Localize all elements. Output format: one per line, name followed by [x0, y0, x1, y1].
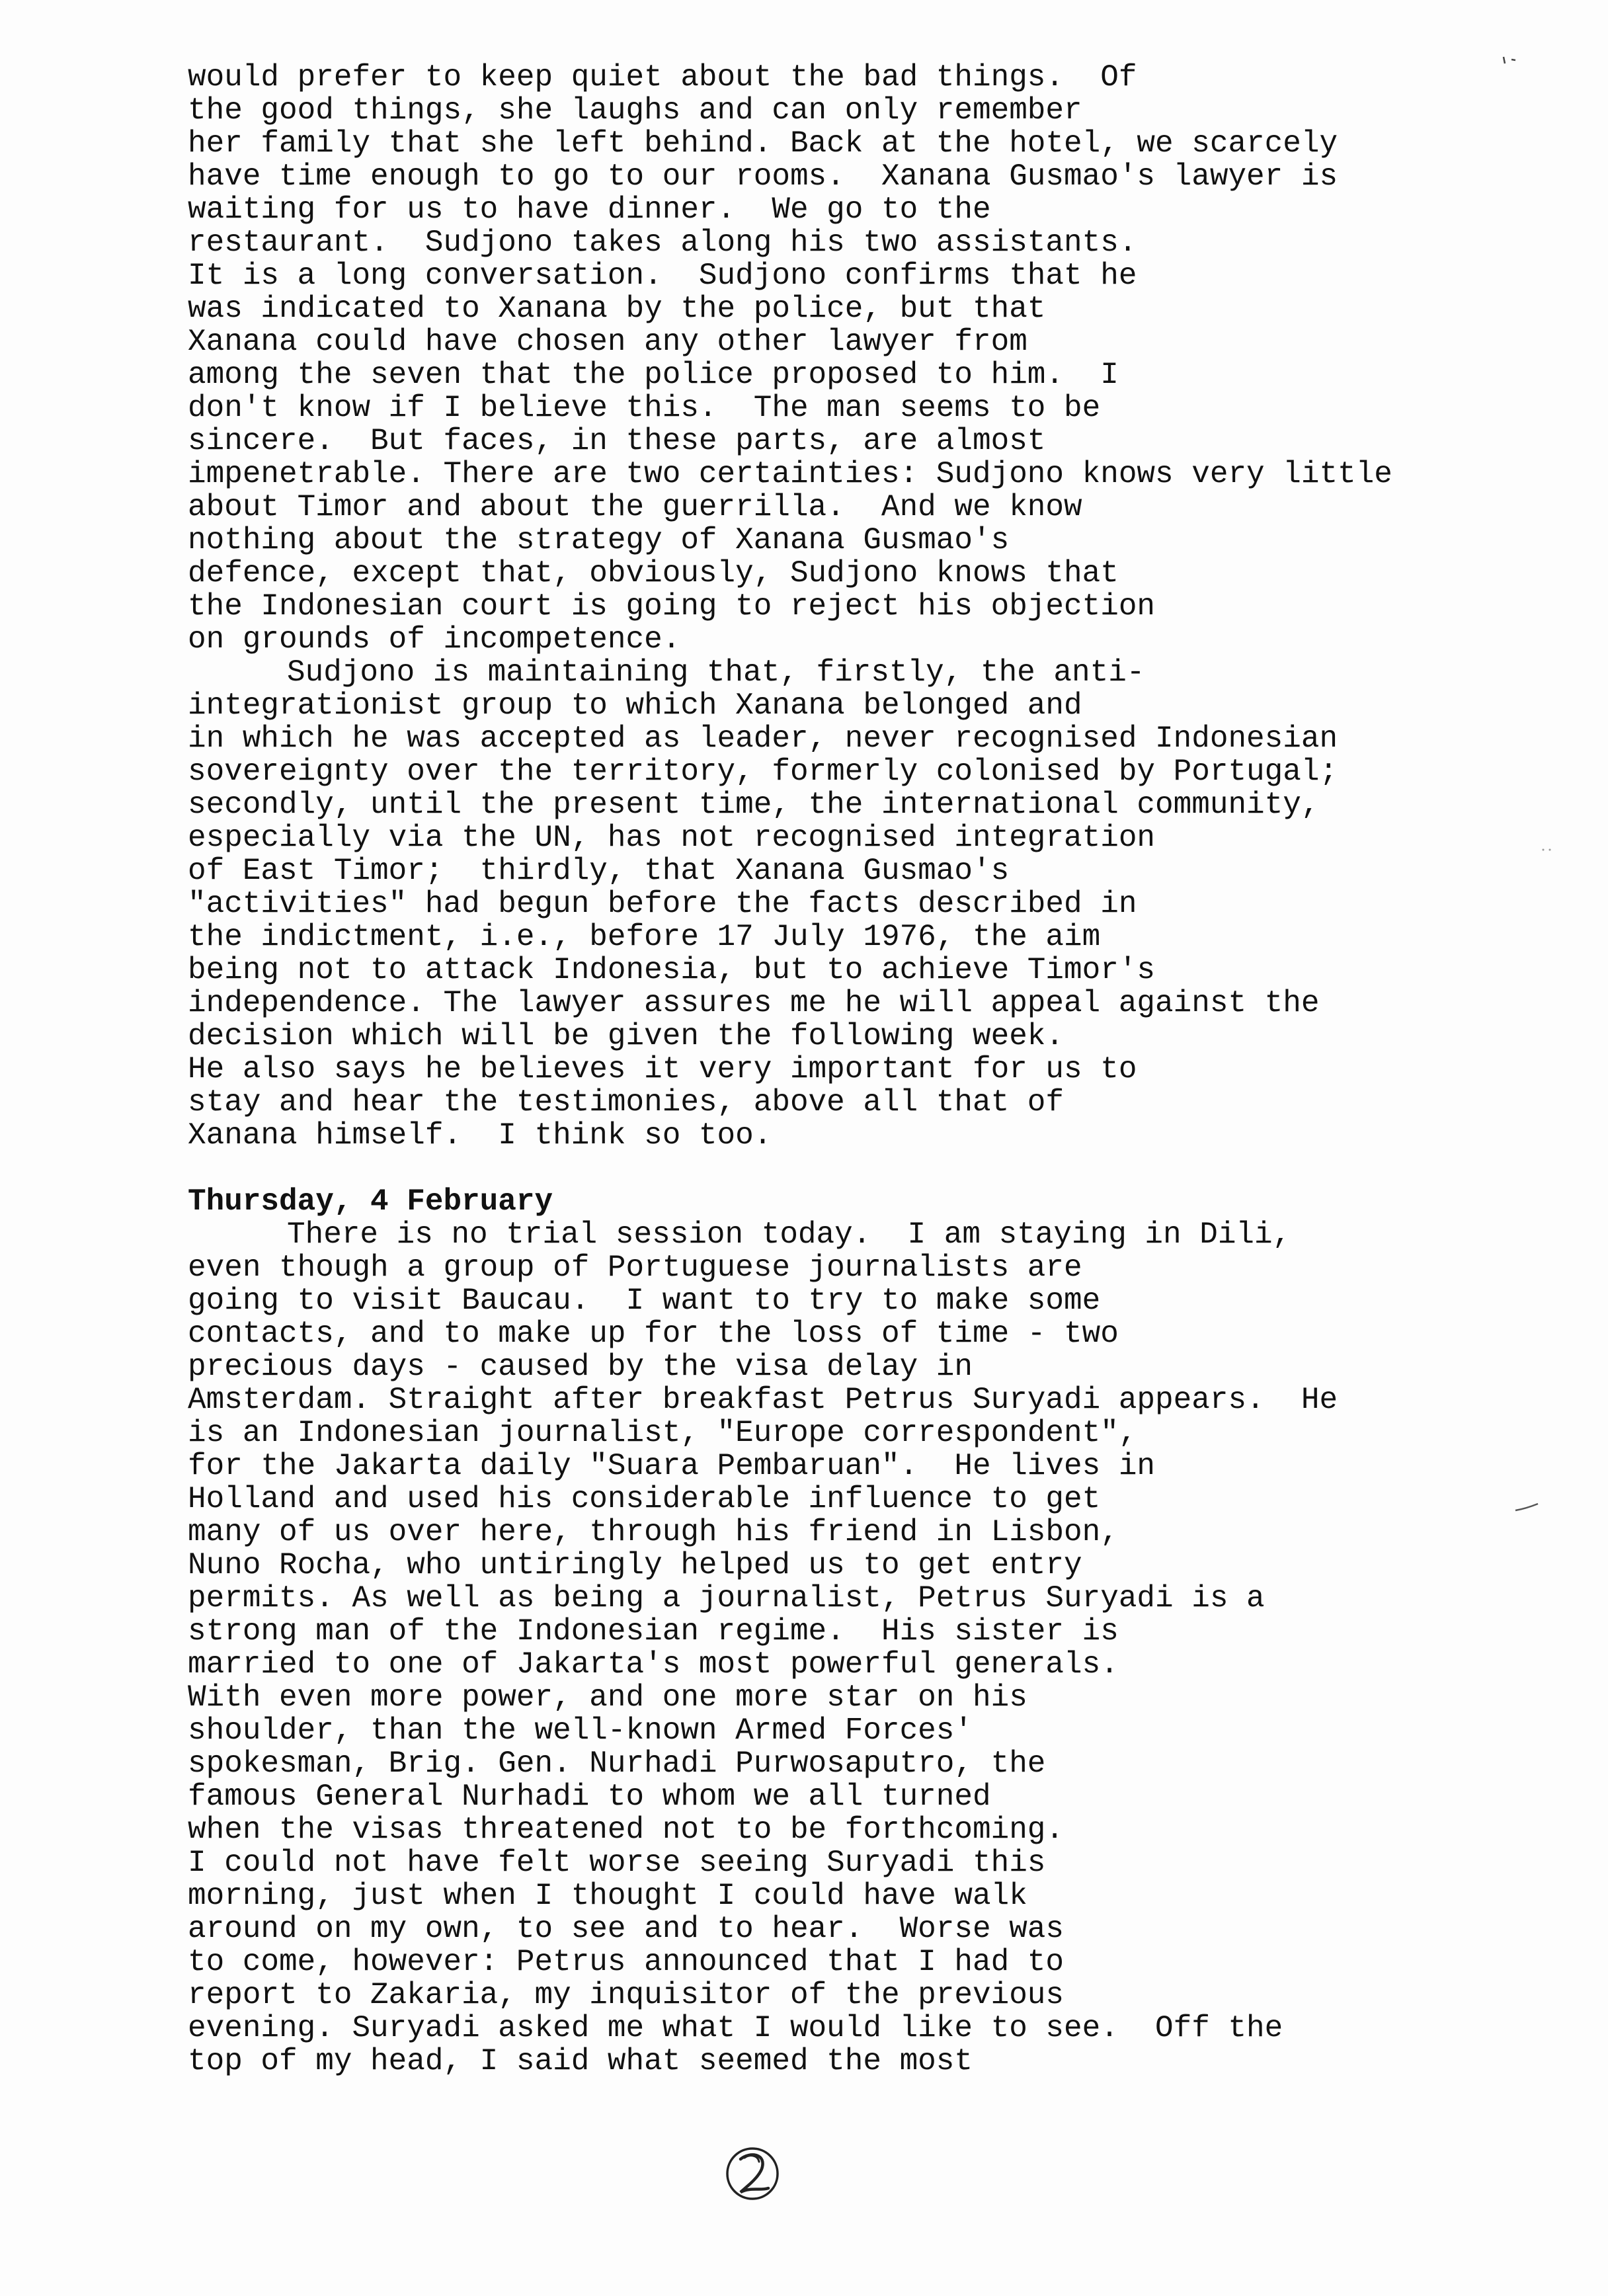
paragraph-2-line: independence. The lawyer assures me he will appeal against the — [188, 986, 1320, 1020]
paragraph-3-line: Nuno Rocha, who untiringly helped us to get entry — [188, 1548, 1082, 1582]
paragraph-1-line: have time enough to go to our rooms. Xanana Gusmao's lawyer is — [188, 159, 1338, 194]
paragraph-1-line: don't know if I believe this. The man seems to be — [188, 391, 1101, 425]
scan-mark-top-right — [1501, 54, 1521, 67]
paragraph-3-line: around on my own, to see and to hear. Worse was — [188, 1912, 1065, 1946]
paragraph-3-first-line: There is no trial session today. I am staying in Dili, — [287, 1217, 1291, 1252]
paragraph-2-line: decision which will be given the following week. — [188, 1019, 1065, 1053]
paragraph-2-line: of East Timor; thirdly, that Xanana Gusmao's — [188, 854, 1010, 888]
paragraph-1-line: was indicated to Xanana by the police, but that — [188, 292, 1046, 326]
scan-mark-right — [1514, 1501, 1541, 1514]
paragraph-2-line: He also says he believes it very important for us to — [188, 1052, 1137, 1086]
paragraph-2-line: the indictment, i.e., before 17 July 1976, the aim — [188, 920, 1101, 954]
paragraph-2-line: in which he was accepted as leader, never recognised Indonesian — [188, 721, 1338, 756]
paragraph-3-line: permits. As well as being a journalist, Petrus Suryadi is a — [188, 1581, 1265, 1616]
paragraph-1-line: impenetrable. There are two certainties: Sudjono knows very little — [188, 457, 1392, 491]
paragraph-3-line: strong man of the Indonesian regime. His sister is — [188, 1614, 1119, 1649]
paragraph-2-first-line: Sudjono is maintaining that, firstly, the anti- — [287, 655, 1145, 690]
paragraph-1-line: about Timor and about the guerrilla. And we know — [188, 490, 1082, 524]
paragraph-3-line: even though a group of Portuguese journalists are — [188, 1250, 1082, 1285]
date-heading: Thursday, 4 February — [188, 1184, 553, 1219]
paragraph-1-line: on grounds of incompetence. — [188, 622, 681, 657]
paragraph-1-line: It is a long conversation. Sudjono confirms that he — [188, 259, 1137, 293]
paragraph-1 — [188, 61, 1570, 656]
paragraph-3-line: spokesman, Brig. Gen. Nurhadi Purwosaputro, the — [188, 1746, 1046, 1781]
paragraph-2-line: "activities" had begun before the facts described in — [188, 887, 1137, 921]
paragraph-3-line: for the Jakarta daily "Suara Pembaruan". He lives in — [188, 1449, 1156, 1483]
paragraph-2-line: integrationist group to which Xanana belonged and — [188, 688, 1082, 723]
paragraph-1-line: defence, except that, obviously, Sudjono knows that — [188, 556, 1119, 591]
paragraph-3 — [188, 1251, 1570, 2078]
paragraph-3-line: going to visit Baucau. I want to try to make some — [188, 1284, 1101, 1318]
paragraph-3-line: I could not have felt worse seeing Suryadi this — [188, 1846, 1046, 1880]
paragraph-3-line: when the visas threatened not to be forthcoming. — [188, 1813, 1065, 1847]
paragraph-1-line: sincere. But faces, in these parts, are almost — [188, 424, 1046, 458]
section-spacer — [188, 1152, 1570, 1185]
paragraph-1-line: restaurant. Sudjono takes along his two assistants. — [188, 226, 1137, 260]
handwritten-page-number — [721, 2139, 787, 2205]
paragraph-3-line: shoulder, than the well-known Armed Forces' — [188, 1713, 973, 1748]
paragraph-2-line: secondly, until the present time, the international community, — [188, 788, 1320, 822]
paragraph-1-line: the Indonesian court is going to reject his objection — [188, 589, 1156, 624]
paragraph-2-line: stay and hear the testimonies, above all that of — [188, 1085, 1065, 1120]
paragraph-3-line: Holland and used his considerable influence to get — [188, 1482, 1101, 1516]
body-text — [188, 61, 1570, 2078]
paragraph-3-line: With even more power, and one more star on his — [188, 1680, 1027, 1715]
paragraph-3-line: evening. Suryadi asked me what I would like to see. Off the — [188, 2011, 1283, 2045]
paragraph-3-line: famous General Nurhadi to whom we all turned — [188, 1780, 991, 1814]
paragraph-3-line: to come, however: Petrus announced that I had to — [188, 1945, 1065, 1979]
paragraph-3-line: top of my head, I said what seemed the most — [188, 2044, 973, 2078]
paragraph-1-line: would prefer to keep quiet about the bad things. Of — [188, 60, 1137, 95]
paragraph-2-line: especially via the UN, has not recognised integration — [188, 821, 1156, 855]
paragraph-1-line: Xanana could have chosen any other lawyer from — [188, 325, 1027, 359]
paragraph-1-line: her family that she left behind. Back at the hotel, we scarcely — [188, 126, 1338, 161]
paragraph-3-line: contacts, and to make up for the loss of time - two — [188, 1317, 1119, 1351]
paragraph-3-line: morning, just when I thought I could have walk — [188, 1879, 1027, 1913]
paragraph-2 — [188, 689, 1570, 1152]
paragraph-1-line: among the seven that the police proposed to him. I — [188, 358, 1119, 392]
paragraph-2-line: Xanana himself. I think so too. — [188, 1118, 772, 1153]
paragraph-3-line: precious days - caused by the visa delay in — [188, 1350, 973, 1384]
paragraph-1-line: waiting for us to have dinner. We go to the — [188, 192, 991, 227]
paragraph-3-line: many of us over here, through his friend in Lisbon, — [188, 1515, 1119, 1549]
scan-dot — [1541, 846, 1554, 853]
paragraph-1-line: nothing about the strategy of Xanana Gusmao's — [188, 523, 1010, 557]
paragraph-3-line: married to one of Jakarta's most powerful generals. — [188, 1647, 1119, 1682]
paragraph-1-line: the good things, she laughs and can only remember — [188, 93, 1082, 128]
paragraph-3-line: is an Indonesian journalist, "Europe correspondent", — [188, 1416, 1137, 1450]
paragraph-3-line: Amsterdam. Straight after breakfast Petrus Suryadi appears. He — [188, 1383, 1338, 1417]
paragraph-2-line: sovereignty over the territory, formerly colonised by Portugal; — [188, 755, 1338, 789]
paragraph-2-line: being not to attack Indonesia, but to achieve Timor's — [188, 953, 1156, 987]
paragraph-3-line: report to Zakaria, my inquisitor of the previous — [188, 1978, 1065, 2012]
